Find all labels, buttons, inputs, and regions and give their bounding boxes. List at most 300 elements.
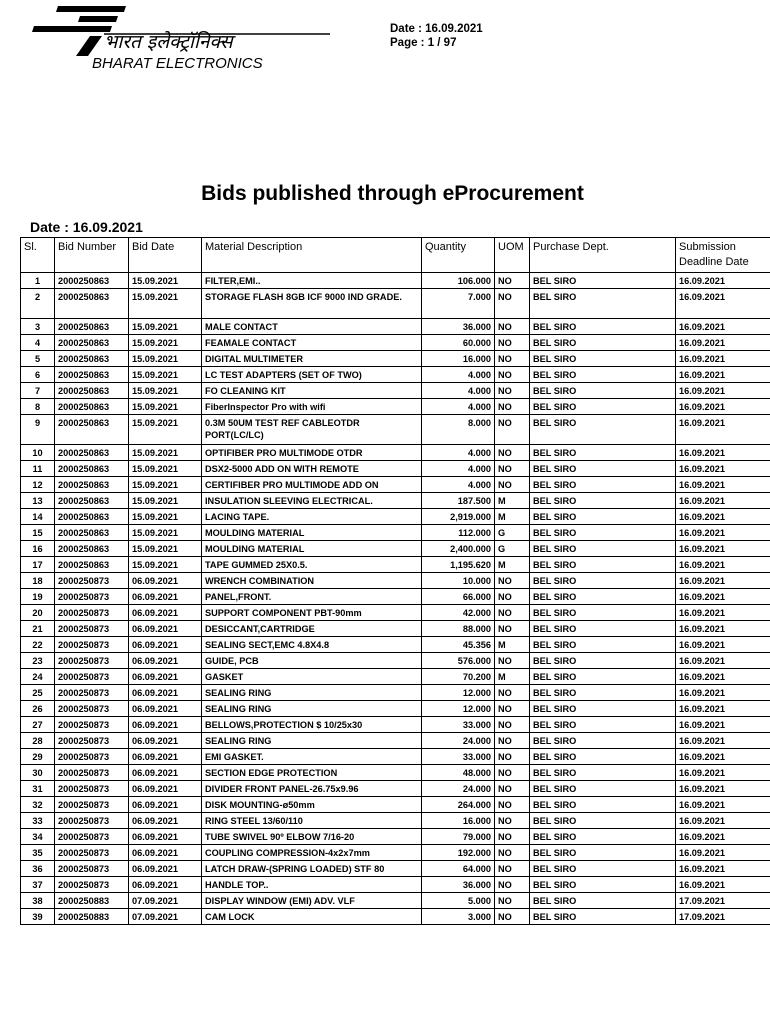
bids-table xyxy=(20,237,770,925)
cell-purchase-dept: BEL SIRO xyxy=(530,273,676,289)
cell-uom: NO xyxy=(495,845,530,861)
cell-bid-date: 06.09.2021 xyxy=(129,733,202,749)
cell-bid-date: 06.09.2021 xyxy=(129,653,202,669)
cell-purchase-dept: BEL SIRO xyxy=(530,877,676,893)
header-meta xyxy=(390,22,483,50)
cell-sl: 24 xyxy=(21,669,55,685)
cell-purchase-dept: BEL SIRO xyxy=(530,717,676,733)
cell-bid-number: 2000250873 xyxy=(55,781,129,797)
cell-material-description: DIGITAL MULTIMETER xyxy=(202,351,422,367)
cell-uom: NO xyxy=(495,367,530,383)
cell-quantity: 48.000 xyxy=(422,765,495,781)
cell-sl: 32 xyxy=(21,797,55,813)
table-row xyxy=(21,621,770,637)
cell-quantity: 12.000 xyxy=(422,685,495,701)
col-header-bid-date: Bid Date xyxy=(129,238,202,273)
table-row xyxy=(21,605,770,621)
page-title: Bids published through eProcurement xyxy=(201,182,584,205)
cell-sl: 7 xyxy=(21,383,55,399)
cell-bid-number: 2000250873 xyxy=(55,573,129,589)
table-row xyxy=(21,493,770,509)
cell-submission-deadline: 16.09.2021 xyxy=(676,557,770,573)
cell-quantity: 60.000 xyxy=(422,335,495,351)
cell-uom: NO xyxy=(495,383,530,399)
cell-quantity: 4.000 xyxy=(422,367,495,383)
table-row xyxy=(21,685,770,701)
cell-bid-date: 06.09.2021 xyxy=(129,621,202,637)
cell-purchase-dept: BEL SIRO xyxy=(530,653,676,669)
cell-sl: 29 xyxy=(21,749,55,765)
cell-bid-number: 2000250863 xyxy=(55,477,129,493)
cell-submission-deadline: 16.09.2021 xyxy=(676,717,770,733)
cell-uom: NO xyxy=(495,877,530,893)
cell-submission-deadline: 16.09.2021 xyxy=(676,589,770,605)
cell-bid-number: 2000250873 xyxy=(55,717,129,733)
cell-bid-number: 2000250863 xyxy=(55,383,129,399)
cell-purchase-dept: BEL SIRO xyxy=(530,701,676,717)
cell-sl: 30 xyxy=(21,765,55,781)
table-row xyxy=(21,909,770,925)
report-date: Date : 16.09.2021 xyxy=(30,219,143,235)
cell-bid-number: 2000250873 xyxy=(55,749,129,765)
cell-purchase-dept: BEL SIRO xyxy=(530,829,676,845)
cell-quantity: 8.000 xyxy=(422,415,495,445)
table-row xyxy=(21,589,770,605)
cell-sl: 3 xyxy=(21,319,55,335)
cell-bid-number: 2000250873 xyxy=(55,621,129,637)
cell-uom: NO xyxy=(495,733,530,749)
table-row xyxy=(21,781,770,797)
cell-uom: NO xyxy=(495,685,530,701)
cell-bid-date: 06.09.2021 xyxy=(129,845,202,861)
cell-sl: 25 xyxy=(21,685,55,701)
table-row xyxy=(21,749,770,765)
cell-bid-number: 2000250863 xyxy=(55,461,129,477)
cell-purchase-dept: BEL SIRO xyxy=(530,605,676,621)
cell-purchase-dept: BEL SIRO xyxy=(530,909,676,925)
cell-quantity: 42.000 xyxy=(422,605,495,621)
table-row xyxy=(21,765,770,781)
cell-bid-number: 2000250873 xyxy=(55,861,129,877)
cell-purchase-dept: BEL SIRO xyxy=(530,367,676,383)
cell-bid-number: 2000250873 xyxy=(55,589,129,605)
cell-sl: 15 xyxy=(21,525,55,541)
cell-uom: M xyxy=(495,557,530,573)
cell-material-description: GASKET xyxy=(202,669,422,685)
cell-submission-deadline: 16.09.2021 xyxy=(676,351,770,367)
cell-material-description: SEALING SECT,EMC 4.8X4.8 xyxy=(202,637,422,653)
cell-quantity: 2,400.000 xyxy=(422,541,495,557)
cell-quantity: 36.000 xyxy=(422,319,495,335)
cell-submission-deadline: 16.09.2021 xyxy=(676,813,770,829)
table-row xyxy=(21,273,770,289)
cell-bid-date: 06.09.2021 xyxy=(129,861,202,877)
cell-quantity: 106.000 xyxy=(422,273,495,289)
cell-uom: NO xyxy=(495,717,530,733)
cell-sl: 19 xyxy=(21,589,55,605)
cell-bid-number: 2000250863 xyxy=(55,335,129,351)
cell-material-description: SEALING RING xyxy=(202,701,422,717)
cell-quantity: 192.000 xyxy=(422,845,495,861)
company-logo xyxy=(30,4,340,72)
cell-material-description: COUPLING COMPRESSION-4x2x7mm xyxy=(202,845,422,861)
cell-sl: 33 xyxy=(21,813,55,829)
cell-quantity: 576.000 xyxy=(422,653,495,669)
cell-material-description: EMI GASKET. xyxy=(202,749,422,765)
cell-sl: 21 xyxy=(21,621,55,637)
cell-sl: 10 xyxy=(21,445,55,461)
cell-submission-deadline: 16.09.2021 xyxy=(676,573,770,589)
cell-bid-number: 2000250863 xyxy=(55,273,129,289)
cell-uom: NO xyxy=(495,273,530,289)
logo-english-wordmark: BHARAT ELECTRONICS xyxy=(92,55,263,72)
cell-submission-deadline: 16.09.2021 xyxy=(676,653,770,669)
cell-bid-date: 06.09.2021 xyxy=(129,669,202,685)
cell-bid-date: 15.09.2021 xyxy=(129,335,202,351)
cell-sl: 34 xyxy=(21,829,55,845)
cell-submission-deadline: 16.09.2021 xyxy=(676,797,770,813)
cell-quantity: 2,919.000 xyxy=(422,509,495,525)
cell-submission-deadline: 16.09.2021 xyxy=(676,685,770,701)
logo-hindi-wordmark: भारत इलेक्ट्रॉनिक्स xyxy=(104,31,233,53)
cell-sl: 37 xyxy=(21,877,55,893)
cell-submission-deadline: 16.09.2021 xyxy=(676,621,770,637)
cell-quantity: 4.000 xyxy=(422,383,495,399)
cell-bid-number: 2000250873 xyxy=(55,685,129,701)
cell-material-description: MALE CONTACT xyxy=(202,319,422,335)
cell-bid-date: 15.09.2021 xyxy=(129,477,202,493)
cell-quantity: 16.000 xyxy=(422,813,495,829)
cell-submission-deadline: 16.09.2021 xyxy=(676,605,770,621)
cell-purchase-dept: BEL SIRO xyxy=(530,685,676,701)
col-header-purchase-dept: Purchase Dept. xyxy=(530,238,676,273)
cell-submission-deadline: 16.09.2021 xyxy=(676,637,770,653)
cell-material-description: CAM LOCK xyxy=(202,909,422,925)
cell-submission-deadline: 16.09.2021 xyxy=(676,477,770,493)
cell-submission-deadline: 16.09.2021 xyxy=(676,525,770,541)
cell-bid-number: 2000250873 xyxy=(55,669,129,685)
table-row xyxy=(21,829,770,845)
cell-purchase-dept: BEL SIRO xyxy=(530,621,676,637)
cell-purchase-dept: BEL SIRO xyxy=(530,845,676,861)
cell-submission-deadline: 16.09.2021 xyxy=(676,781,770,797)
cell-purchase-dept: BEL SIRO xyxy=(530,525,676,541)
cell-bid-number: 2000250883 xyxy=(55,909,129,925)
cell-sl: 26 xyxy=(21,701,55,717)
cell-bid-date: 15.09.2021 xyxy=(129,541,202,557)
cell-submission-deadline: 16.09.2021 xyxy=(676,749,770,765)
cell-uom: NO xyxy=(495,319,530,335)
cell-quantity: 4.000 xyxy=(422,477,495,493)
cell-quantity: 112.000 xyxy=(422,525,495,541)
table-row xyxy=(21,733,770,749)
cell-sl: 1 xyxy=(21,273,55,289)
cell-material-description: OPTIFIBER PRO MULTIMODE OTDR xyxy=(202,445,422,461)
cell-uom: NO xyxy=(495,653,530,669)
cell-uom: NO xyxy=(495,335,530,351)
cell-quantity: 45.356 xyxy=(422,637,495,653)
cell-purchase-dept: BEL SIRO xyxy=(530,319,676,335)
cell-purchase-dept: BEL SIRO xyxy=(530,383,676,399)
cell-uom: M xyxy=(495,509,530,525)
cell-bid-number: 2000250873 xyxy=(55,829,129,845)
table-row xyxy=(21,367,770,383)
cell-material-description: DSX2-5000 ADD ON WITH REMOTE xyxy=(202,461,422,477)
cell-purchase-dept: BEL SIRO xyxy=(530,557,676,573)
cell-bid-date: 15.09.2021 xyxy=(129,289,202,319)
table-row xyxy=(21,383,770,399)
table-row xyxy=(21,477,770,493)
cell-sl: 20 xyxy=(21,605,55,621)
cell-sl: 23 xyxy=(21,653,55,669)
cell-material-description: TUBE SWIVEL 90º ELBOW 7/16-20 xyxy=(202,829,422,845)
cell-bid-date: 15.09.2021 xyxy=(129,367,202,383)
cell-bid-date: 06.09.2021 xyxy=(129,573,202,589)
cell-purchase-dept: BEL SIRO xyxy=(530,573,676,589)
cell-purchase-dept: BEL SIRO xyxy=(530,797,676,813)
cell-purchase-dept: BEL SIRO xyxy=(530,589,676,605)
cell-quantity: 4.000 xyxy=(422,445,495,461)
cell-uom: NO xyxy=(495,399,530,415)
cell-purchase-dept: BEL SIRO xyxy=(530,893,676,909)
col-header-uom: UOM xyxy=(495,238,530,273)
cell-sl: 12 xyxy=(21,477,55,493)
cell-bid-date: 15.09.2021 xyxy=(129,445,202,461)
cell-bid-date: 15.09.2021 xyxy=(129,493,202,509)
cell-sl: 18 xyxy=(21,573,55,589)
cell-quantity: 70.200 xyxy=(422,669,495,685)
cell-bid-number: 2000250873 xyxy=(55,877,129,893)
cell-purchase-dept: BEL SIRO xyxy=(530,733,676,749)
cell-submission-deadline: 16.09.2021 xyxy=(676,509,770,525)
cell-uom: NO xyxy=(495,781,530,797)
cell-submission-deadline: 16.09.2021 xyxy=(676,415,770,445)
cell-submission-deadline: 17.09.2021 xyxy=(676,893,770,909)
table-row xyxy=(21,701,770,717)
cell-material-description: FO CLEANING KIT xyxy=(202,383,422,399)
cell-material-description: STORAGE FLASH 8GB ICF 9000 IND GRADE. xyxy=(202,289,422,319)
cell-bid-number: 2000250863 xyxy=(55,415,129,445)
cell-bid-date: 07.09.2021 xyxy=(129,893,202,909)
cell-material-description: LATCH DRAW-(SPRING LOADED) STF 80 xyxy=(202,861,422,877)
cell-purchase-dept: BEL SIRO xyxy=(530,861,676,877)
cell-quantity: 24.000 xyxy=(422,781,495,797)
cell-uom: NO xyxy=(495,461,530,477)
cell-quantity: 10.000 xyxy=(422,573,495,589)
cell-material-description: FEAMALE CONTACT xyxy=(202,335,422,351)
table-row xyxy=(21,813,770,829)
cell-submission-deadline: 17.09.2021 xyxy=(676,909,770,925)
cell-sl: 17 xyxy=(21,557,55,573)
table-row xyxy=(21,877,770,893)
cell-quantity: 16.000 xyxy=(422,351,495,367)
cell-quantity: 1,195.620 xyxy=(422,557,495,573)
cell-sl: 8 xyxy=(21,399,55,415)
cell-submission-deadline: 16.09.2021 xyxy=(676,289,770,319)
cell-submission-deadline: 16.09.2021 xyxy=(676,445,770,461)
table-row xyxy=(21,845,770,861)
table-row xyxy=(21,797,770,813)
cell-submission-deadline: 16.09.2021 xyxy=(676,541,770,557)
table-row xyxy=(21,289,770,319)
table-row xyxy=(21,509,770,525)
cell-bid-number: 2000250863 xyxy=(55,509,129,525)
cell-bid-number: 2000250873 xyxy=(55,845,129,861)
cell-uom: NO xyxy=(495,445,530,461)
cell-submission-deadline: 16.09.2021 xyxy=(676,733,770,749)
cell-bid-number: 2000250863 xyxy=(55,367,129,383)
cell-submission-deadline: 16.09.2021 xyxy=(676,461,770,477)
cell-bid-number: 2000250873 xyxy=(55,733,129,749)
col-header-bid-number: Bid Number xyxy=(55,238,129,273)
cell-bid-date: 15.09.2021 xyxy=(129,415,202,445)
cell-material-description: LC TEST ADAPTERS (SET OF TWO) xyxy=(202,367,422,383)
cell-bid-number: 2000250863 xyxy=(55,557,129,573)
table-row xyxy=(21,319,770,335)
cell-bid-date: 06.09.2021 xyxy=(129,813,202,829)
cell-bid-date: 15.09.2021 xyxy=(129,509,202,525)
cell-sl: 2 xyxy=(21,289,55,319)
cell-bid-number: 2000250863 xyxy=(55,399,129,415)
cell-sl: 31 xyxy=(21,781,55,797)
cell-bid-number: 2000250863 xyxy=(55,541,129,557)
cell-submission-deadline: 16.09.2021 xyxy=(676,367,770,383)
cell-bid-date: 06.09.2021 xyxy=(129,589,202,605)
cell-bid-number: 2000250863 xyxy=(55,525,129,541)
cell-uom: NO xyxy=(495,573,530,589)
cell-material-description: DESICCANT,CARTRIDGE xyxy=(202,621,422,637)
cell-sl: 5 xyxy=(21,351,55,367)
cell-purchase-dept: BEL SIRO xyxy=(530,541,676,557)
cell-uom: M xyxy=(495,637,530,653)
cell-sl: 27 xyxy=(21,717,55,733)
cell-quantity: 64.000 xyxy=(422,861,495,877)
col-header-submission-deadline: Submission Deadline Date xyxy=(676,238,770,273)
cell-uom: NO xyxy=(495,797,530,813)
cell-sl: 36 xyxy=(21,861,55,877)
cell-material-description: PANEL,FRONT. xyxy=(202,589,422,605)
cell-uom: NO xyxy=(495,701,530,717)
cell-uom: G xyxy=(495,541,530,557)
cell-submission-deadline: 16.09.2021 xyxy=(676,765,770,781)
cell-material-description: FiberInspector Pro with wifi xyxy=(202,399,422,415)
cell-sl: 11 xyxy=(21,461,55,477)
cell-quantity: 7.000 xyxy=(422,289,495,319)
cell-submission-deadline: 16.09.2021 xyxy=(676,493,770,509)
table-row xyxy=(21,351,770,367)
cell-bid-date: 06.09.2021 xyxy=(129,749,202,765)
table-row xyxy=(21,461,770,477)
cell-bid-number: 2000250863 xyxy=(55,445,129,461)
cell-quantity: 33.000 xyxy=(422,749,495,765)
cell-bid-date: 15.09.2021 xyxy=(129,399,202,415)
cell-material-description: 0.3M 50UM TEST REF CABLEOTDR PORT(LC/LC) xyxy=(202,415,422,445)
cell-sl: 16 xyxy=(21,541,55,557)
cell-purchase-dept: BEL SIRO xyxy=(530,493,676,509)
cell-material-description: DIVIDER FRONT PANEL-26.75x9.96 xyxy=(202,781,422,797)
cell-uom: NO xyxy=(495,909,530,925)
cell-purchase-dept: BEL SIRO xyxy=(530,813,676,829)
cell-bid-number: 2000250873 xyxy=(55,765,129,781)
cell-quantity: 12.000 xyxy=(422,701,495,717)
cell-material-description: WRENCH COMBINATION xyxy=(202,573,422,589)
table-row xyxy=(21,335,770,351)
cell-sl: 13 xyxy=(21,493,55,509)
table-row xyxy=(21,717,770,733)
cell-bid-number: 2000250863 xyxy=(55,289,129,319)
cell-uom: NO xyxy=(495,893,530,909)
cell-submission-deadline: 16.09.2021 xyxy=(676,669,770,685)
cell-bid-date: 15.09.2021 xyxy=(129,319,202,335)
cell-quantity: 4.000 xyxy=(422,399,495,415)
cell-sl: 14 xyxy=(21,509,55,525)
cell-submission-deadline: 16.09.2021 xyxy=(676,861,770,877)
cell-purchase-dept: BEL SIRO xyxy=(530,669,676,685)
cell-submission-deadline: 16.09.2021 xyxy=(676,383,770,399)
cell-submission-deadline: 16.09.2021 xyxy=(676,877,770,893)
cell-bid-date: 06.09.2021 xyxy=(129,781,202,797)
header-page-number: Page : 1 / 97 xyxy=(390,37,457,49)
table-row xyxy=(21,861,770,877)
cell-quantity: 264.000 xyxy=(422,797,495,813)
cell-bid-date: 06.09.2021 xyxy=(129,829,202,845)
table-header-row xyxy=(21,238,770,273)
table-row xyxy=(21,573,770,589)
cell-material-description: SEALING RING xyxy=(202,685,422,701)
table-row xyxy=(21,669,770,685)
cell-quantity: 79.000 xyxy=(422,829,495,845)
cell-material-description: HANDLE TOP.. xyxy=(202,877,422,893)
cell-uom: NO xyxy=(495,351,530,367)
cell-material-description: SEALING RING xyxy=(202,733,422,749)
cell-sl: 6 xyxy=(21,367,55,383)
cell-uom: NO xyxy=(495,621,530,637)
cell-material-description: MOULDING MATERIAL xyxy=(202,541,422,557)
cell-material-description: CERTIFIBER PRO MULTIMODE ADD ON xyxy=(202,477,422,493)
cell-submission-deadline: 16.09.2021 xyxy=(676,845,770,861)
table-row xyxy=(21,557,770,573)
cell-submission-deadline: 16.09.2021 xyxy=(676,319,770,335)
cell-material-description: DISPLAY WINDOW (EMI) ADV. VLF xyxy=(202,893,422,909)
cell-bid-number: 2000250873 xyxy=(55,605,129,621)
cell-uom: NO xyxy=(495,813,530,829)
cell-material-description: FILTER,EMI.. xyxy=(202,273,422,289)
cell-bid-number: 2000250873 xyxy=(55,797,129,813)
cell-quantity: 4.000 xyxy=(422,461,495,477)
cell-bid-date: 06.09.2021 xyxy=(129,701,202,717)
cell-bid-number: 2000250863 xyxy=(55,351,129,367)
cell-material-description: SUPPORT COMPONENT PBT-90mm xyxy=(202,605,422,621)
cell-bid-date: 15.09.2021 xyxy=(129,273,202,289)
cell-purchase-dept: BEL SIRO xyxy=(530,749,676,765)
cell-sl: 39 xyxy=(21,909,55,925)
cell-purchase-dept: BEL SIRO xyxy=(530,781,676,797)
cell-uom: NO xyxy=(495,477,530,493)
table-row xyxy=(21,653,770,669)
cell-material-description: INSULATION SLEEVING ELECTRICAL. xyxy=(202,493,422,509)
cell-bid-date: 06.09.2021 xyxy=(129,717,202,733)
cell-sl: 9 xyxy=(21,415,55,445)
cell-purchase-dept: BEL SIRO xyxy=(530,289,676,319)
cell-purchase-dept: BEL SIRO xyxy=(530,509,676,525)
col-header-quantity: Quantity xyxy=(422,238,495,273)
cell-submission-deadline: 16.09.2021 xyxy=(676,829,770,845)
cell-bid-date: 15.09.2021 xyxy=(129,461,202,477)
cell-material-description: GUIDE, PCB xyxy=(202,653,422,669)
cell-bid-date: 15.09.2021 xyxy=(129,351,202,367)
cell-uom: M xyxy=(495,669,530,685)
cell-bid-date: 15.09.2021 xyxy=(129,557,202,573)
